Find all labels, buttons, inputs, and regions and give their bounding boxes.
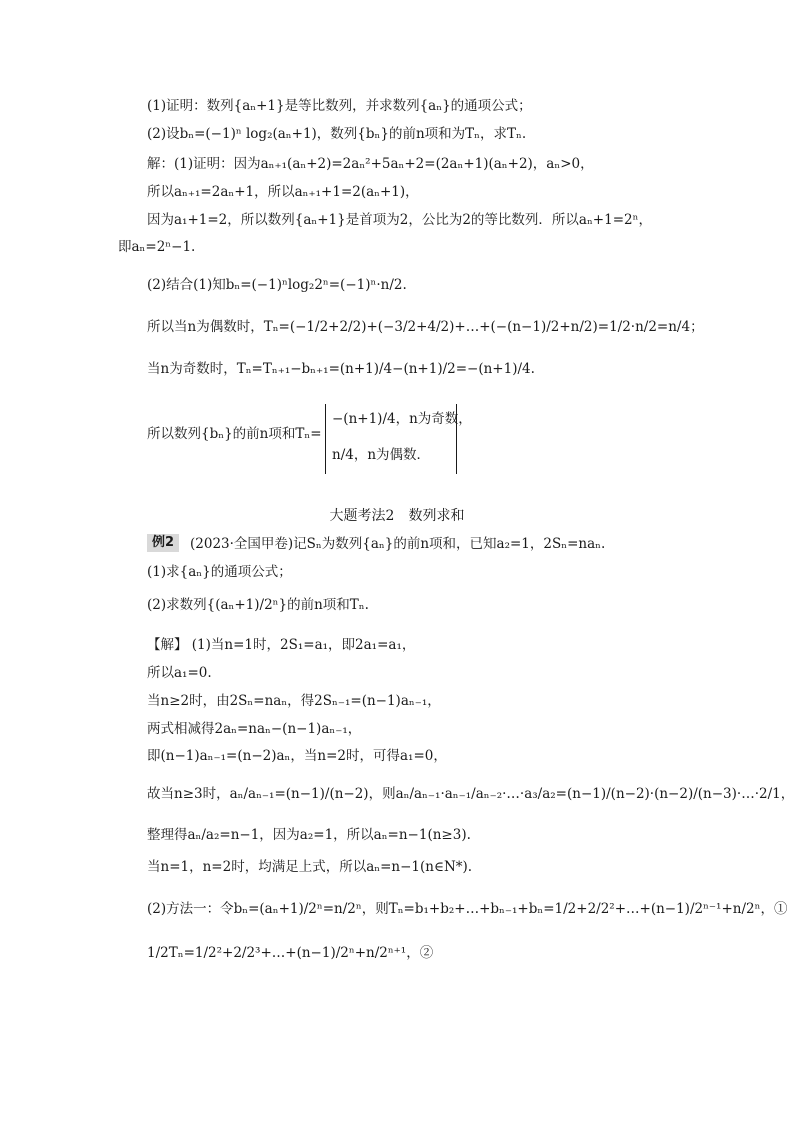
section-heading: 大题考法2 数列求和 [329, 508, 465, 524]
text-line: 所以a₁=0. [147, 665, 212, 681]
text-line: 即(n−1)aₙ₋₁=(n−2)aₙ，当n=2时，可得a₁=0， [147, 748, 447, 764]
text-line: 即aₙ=2ⁿ−1. [118, 239, 196, 255]
text-line: 1/2Tₙ=1/2²+2/2³+…+(n−1)/2ⁿ+n/2ⁿ⁺¹，② [147, 945, 434, 961]
text-line: 所以当n为偶数时，Tₙ=(−1/2+2/2)+(−3/2+4/2)+…+(−(n−1)/2+n/2)=1/2·n/2=n/4； [147, 319, 704, 335]
text-line: 当n≥2时，由2Sₙ=naₙ，得2Sₙ₋₁=(n−1)aₙ₋₁， [147, 693, 441, 709]
text-line: (2023·全国甲卷)记Sₙ为数列{aₙ}的前n项和，已知a₂=1，2Sₙ=naₙ. [190, 536, 606, 552]
example-badge: 例2 [147, 534, 179, 552]
text-line: (1)求{aₙ}的通项公式； [147, 564, 292, 580]
text-line: (2)方法一：令bₙ=(aₙ+1)/2ⁿ=n/2ⁿ，则Tₙ=b₁+b₂+…+bₙ₋₁+bₙ=1/2+2/2²+…+(n−1)/2ⁿ⁻¹+n/2ⁿ，① [147, 901, 788, 917]
text-line: 因为a₁+1=2，所以数列{aₙ+1}是首项为2，公比为2的等比数列．所以aₙ+1=2ⁿ， [147, 212, 652, 228]
text-line: (1)证明：数列{aₙ+1}是等比数列，并求数列{aₙ}的通项公式； [147, 98, 532, 114]
example-label [147, 533, 185, 552]
text-line: 【解】 (1)当n=1时，2S₁=a₁，即2a₁=a₁， [147, 637, 416, 653]
text-line: (2)结合(1)知bₙ=(−1)ⁿlog₂2ⁿ=(−1)ⁿ·n/2. [147, 277, 407, 293]
text-line: 所以数列{bₙ}的前n项和Tₙ= [147, 426, 322, 442]
text-line: 解：(1)证明：因为aₙ₊₁(aₙ+2)=2aₙ²+5aₙ+2=(2aₙ+1)(aₙ+2)，aₙ>0， [147, 156, 594, 172]
text-line: −(n+1)/4，n为奇数， [332, 411, 472, 427]
text-line: n/4，n为偶数． [332, 447, 431, 463]
text-line: 整理得aₙ/a₂=n−1，因为a₂=1，所以aₙ=n−1(n≥3). [147, 827, 471, 843]
text-line: (2)设bₙ=(−1)ⁿ log₂(aₙ+1)，数列{bₙ}的前n项和为Tₙ，求Tₙ. [147, 126, 527, 142]
text-line: (2)求数列{(aₙ+1)/2ⁿ}的前n项和Tₙ. [147, 597, 369, 613]
text-line: 故当n≥3时，aₙ/aₙ₋₁=(n−1)/(n−2)，则aₙ/aₙ₋₁·aₙ₋₁/aₙ₋₂·…·a₃/a₂=(n−1)/(n−2)·(n−2)/(n−3)·…·2/1， [147, 786, 794, 802]
text-line: 当n为奇数时，Tₙ=Tₙ₊₁−bₙ₊₁=(n+1)/4−(n+1)/2=−(n+1)/4. [147, 361, 535, 377]
text-line: 所以aₙ₊₁=2aₙ+1，所以aₙ₊₁+1=2(aₙ+1)， [147, 184, 419, 200]
text-line: 当n=1，n=2时，均满足上式，所以aₙ=n−1(n∈N*). [147, 859, 473, 875]
text-line: 两式相减得2aₙ=naₙ−(n−1)aₙ₋₁， [147, 721, 362, 737]
